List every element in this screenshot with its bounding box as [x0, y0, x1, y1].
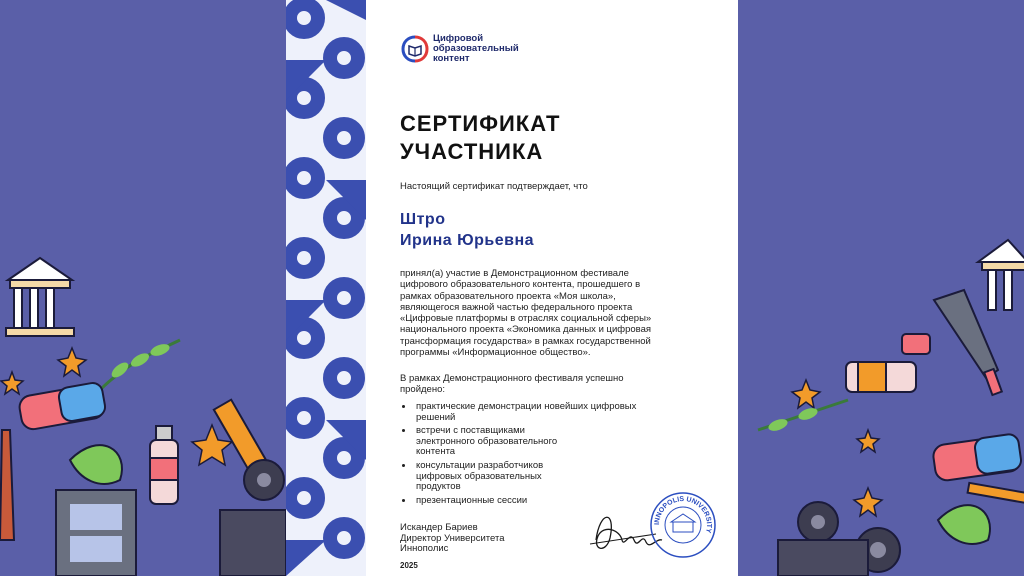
film-icon	[56, 490, 136, 576]
pencil-icon	[968, 483, 1024, 503]
list-item	[414, 461, 714, 493]
body-line: национального проекта «Экономика данных и цифровая	[400, 324, 652, 336]
body-line: цифрового образовательного контента, прошедшего в	[400, 279, 641, 291]
list-item-line: • практические демонстрации новейших цифровых	[416, 401, 637, 412]
museum-icon	[6, 258, 74, 336]
list-item-line: • встречи с поставщиками	[416, 425, 525, 437]
participant-given-names: Ирина Юрьевна	[400, 232, 535, 249]
certificate	[286, 0, 738, 576]
signer-name: Искандер Бариев	[400, 522, 478, 533]
title-line-2: УЧАСТНИКА	[400, 139, 544, 164]
list-item-line: продуктов	[416, 481, 461, 493]
body-line: «Цифровые платформы в отраслях социальной сферы»	[400, 313, 652, 325]
glue-icon	[902, 334, 930, 354]
logo-line-3: контент	[433, 53, 470, 64]
camera-icon	[778, 502, 900, 576]
certificate-year: 2025	[400, 561, 418, 570]
seal-text: INNOPOLIS UNIVERSITY	[653, 495, 713, 534]
festival-intro	[400, 373, 700, 396]
list-item-line: контента	[416, 446, 456, 458]
participant-name	[400, 209, 534, 251]
title-line-1: СЕРТИФИКАТ	[400, 111, 561, 136]
participant-surname: Штро	[400, 211, 446, 228]
brush-icon	[0, 430, 14, 540]
logo-text	[433, 34, 519, 64]
body-line: трансформация государства» в рамках государственной	[400, 335, 651, 347]
certificate-body	[400, 268, 710, 358]
spray-icon	[846, 362, 916, 392]
logo-line-1: Цифровой	[433, 33, 484, 44]
list-item	[414, 402, 714, 423]
right-decoration	[738, 0, 1024, 576]
list-item-line: • презентационные сессии	[416, 494, 528, 506]
confirm-text: Настоящий сертификат подтверждает, что	[400, 181, 588, 192]
intro-line: В рамках Демонстрационного фестиваля успешно	[400, 373, 624, 384]
logo	[400, 34, 519, 64]
eraser-icon	[18, 381, 107, 431]
list-item-line: • консультации разработчиков	[416, 459, 544, 471]
eraser-icon	[932, 433, 1022, 482]
list-item-line: электронного образовательного	[416, 435, 558, 447]
book-icon	[400, 34, 430, 64]
camera-icon	[220, 460, 286, 576]
body-line: программы «Информационное общество».	[400, 347, 591, 359]
certificate-title	[400, 110, 560, 166]
spray-icon	[150, 426, 178, 504]
list-item-line: решений	[416, 411, 456, 423]
list-item-line: цифровых образовательных	[416, 470, 542, 482]
body-line: рамках образовательного проекта «Моя школа»,	[400, 290, 616, 302]
signer-block	[400, 523, 505, 555]
signer-position: Директор Университета	[400, 532, 505, 544]
university-seal	[648, 490, 718, 560]
intro-line: пройдено:	[400, 384, 446, 396]
body-line: являющегося важной частью федерального проекта	[400, 301, 633, 313]
body-line: принял(а) участие в Демонстрационном фестивале	[400, 268, 629, 279]
geometric-pattern	[286, 0, 366, 576]
logo-line-2: образовательный	[433, 43, 519, 54]
left-decoration	[0, 0, 286, 576]
svg-text:INNOPOLIS UNIVERSITY	[654, 496, 712, 534]
museum-icon	[978, 240, 1024, 310]
star-icon	[792, 380, 882, 516]
list-item	[414, 426, 714, 458]
signer-org: Иннополис	[400, 543, 449, 555]
